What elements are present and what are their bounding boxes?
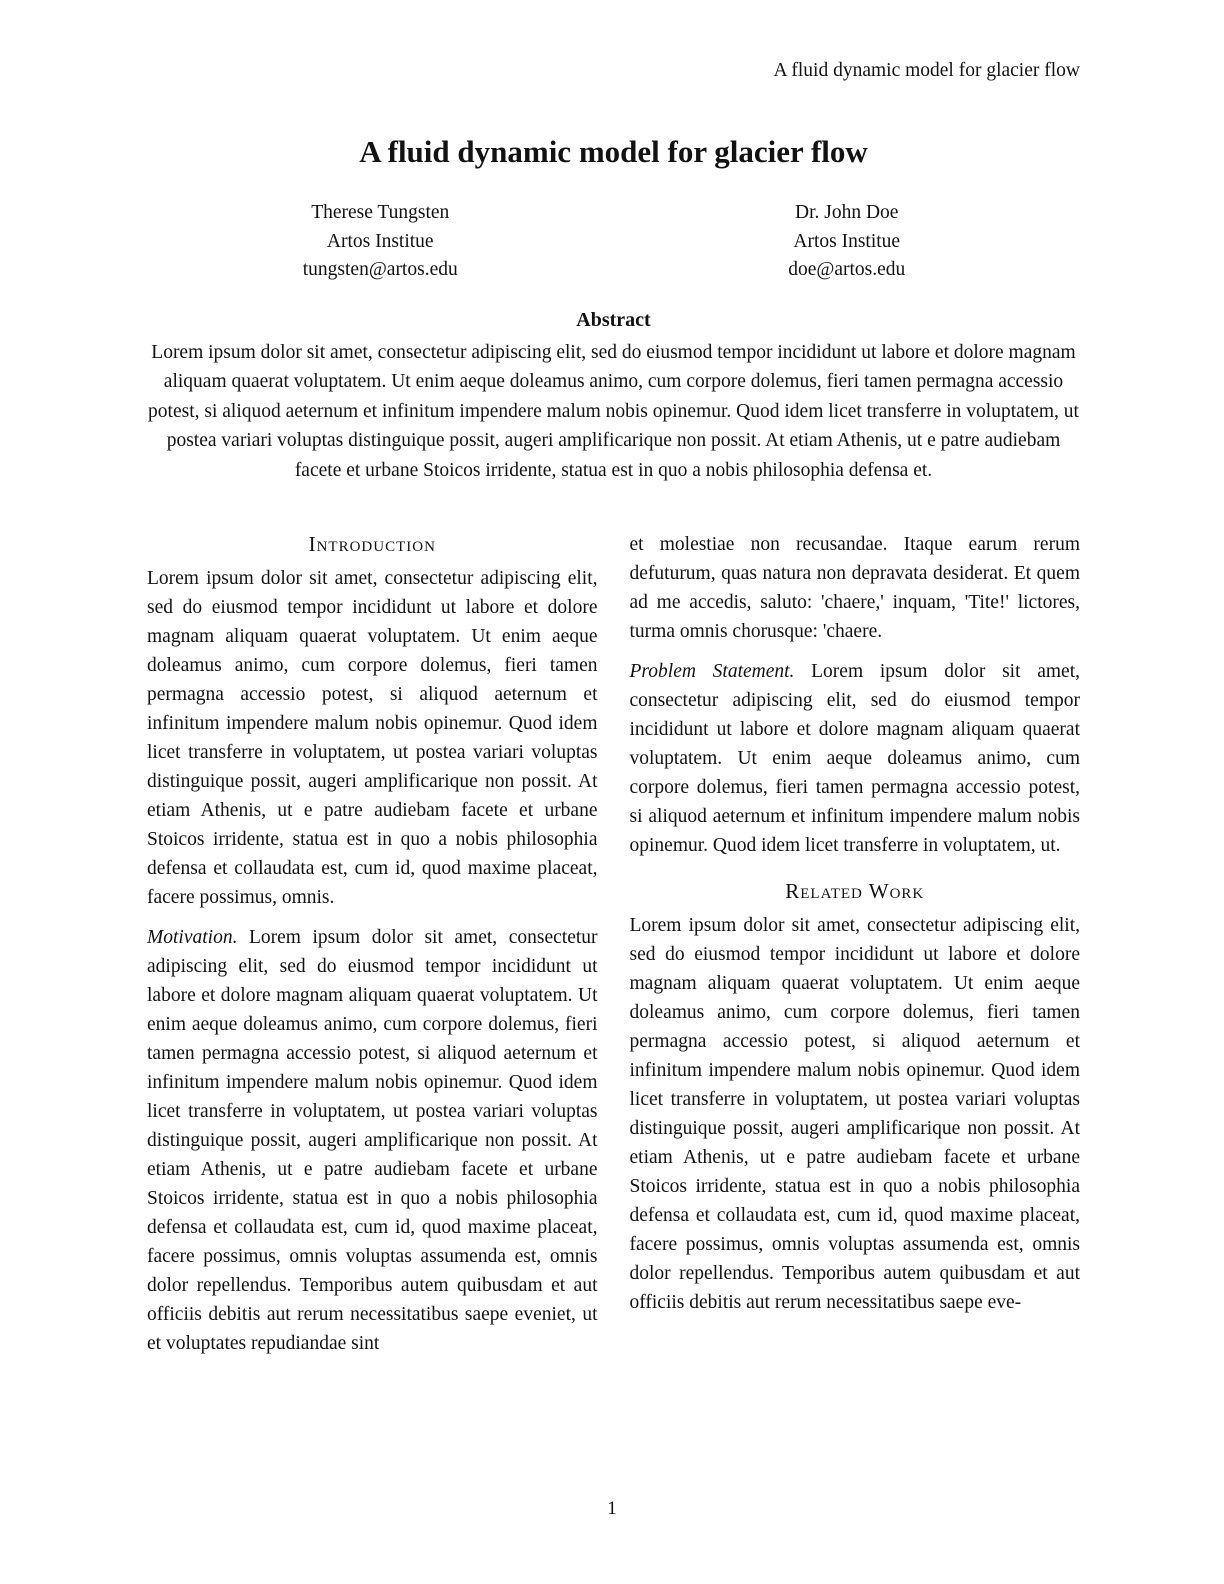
- author-2-affiliation: Artos Institue: [793, 230, 901, 252]
- runin-heading-motivation: Motivation.: [147, 927, 238, 948]
- author-2-email: doe@artos.edu: [788, 259, 906, 280]
- abstract-text: Lorem ipsum dolor sit amet, consectetur adipiscing elit, sed do eiusmod tempor incididunt ut labore et dolore magnam aliquam quaerat voluptatem. Ut enim aeque doleamus animo, cum corpore dolemus, fieri tamen permagna accessio potest, si aliquod aeternum et infinitum impendere malum nobis opinemur. Quod idem licet transferre in voluptatem, ut postea variari voluptas distinguique possit, augeri amplificarique non possit. At etiam Athenis, ut e patre audiebam facete et urbane Stoicos irridente, statua est in quo a nobis philosophia defensa et.: [148, 341, 1079, 481]
- page-number: 1: [607, 1498, 617, 1519]
- section-heading-related-work: Related Work: [785, 879, 925, 903]
- section-heading-introduction: Introduction: [308, 532, 436, 556]
- author-2-name: Dr. John Doe: [795, 202, 899, 223]
- left-column: [147, 530, 598, 1358]
- author-1: [147, 199, 614, 285]
- problem-statement-paragraph-text: Lorem ipsum dolor sit amet, consectetur adipiscing elit, sed do eiusmod tempor incididunt ut labore et dolore magnam aliquam quaerat voluptatem. Ut enim aeque doleamus animo, cum corpore dolemus, fieri tamen permagna accessio potest, si aliquod aeternum et infinitum impendere malum nobis opinemur. Quod idem licet transferre in voluptatem, ut.: [629, 661, 1081, 856]
- introduction-paragraph: Lorem ipsum dolor sit amet, consectetur adipiscing elit, sed do eiusmod tempor incididunt ut labore et dolore magnam aliquam quaerat voluptatem. Ut enim aeque doleamus animo, cum corpore dolemus, fieri tamen permagna accessio potest, si aliquod aeternum et infinitum impendere malum nobis opinemur. Quod idem licet transferre in voluptatem, ut postea variari voluptas distinguique possit, augeri amplificarique non possit. At etiam Athenis, ut e patre audiebam facete et urbane Stoicos irridente, statua est in quo a nobis philosophia defensa et collaudata est, cum id, quod maxime placeat, facere possimus, omnis.: [147, 568, 598, 908]
- abstract-heading: Abstract: [576, 308, 651, 331]
- problem-statement-paragraph: [630, 657, 1081, 860]
- motivation-paragraph-text: Lorem ipsum dolor sit amet, consectetur adipiscing elit, sed do eiusmod tempor incididunt ut labore et dolore magnam aliquam quaerat voluptatem. Ut enim aeque doleamus animo, cum corpore dolemus, fieri tamen permagna accessio potest, si aliquod aeternum et infinitum impendere malum nobis opinemur. Quod idem licet transferre in voluptatem, ut postea variari voluptas distinguique possit, augeri amplificarique non possit. At etiam Athenis, ut e patre audiebam facete et urbane Stoicos irridente, statua est in quo a nobis philosophia defensa et collaudata est, cum id, quod maxime placeat, facere possimus, omnis voluptas assumenda est, omnis dolor repellendus. Temporibus autem quibusdam et aut officiis debitis aut rerum necessitatibus saepe eveniet, ut et voluptates repudiandae sint: [147, 927, 598, 1354]
- right-column: [630, 530, 1081, 1358]
- author-block: [147, 199, 1080, 285]
- author-1-name: Therese Tungsten: [311, 202, 450, 223]
- abstract-section: [147, 307, 1080, 486]
- author-1-affiliation: Artos Institue: [326, 230, 434, 252]
- author-1-email: tungsten@artos.edu: [302, 259, 458, 280]
- motivation-continuation-paragraph: et molestiae non recusandae. Itaque earum rerum defuturum, quas natura non depravata desiderat. Et quem ad me accedis, saluto: 'chaere,' inquam, 'Tite!' lictores, turma omnis chorusque: 'chaere.: [629, 534, 1080, 642]
- running-head: A fluid dynamic model for glacier flow: [773, 60, 1080, 81]
- author-2: [614, 199, 1081, 285]
- paper-title: A fluid dynamic model for glacier flow: [359, 134, 868, 169]
- related-work-paragraph: Lorem ipsum dolor sit amet, consectetur adipiscing elit, sed do eiusmod tempor incididunt ut labore et dolore magnam aliquam quaerat voluptatem. Ut enim aeque doleamus animo, cum corpore dolemus, fieri tamen permagna accessio potest, si aliquod aeternum et infinitum impendere malum nobis opinemur. Quod idem licet transferre in voluptatem, ut postea variari voluptas distinguique possit, augeri amplificarique non possit. At etiam Athenis, ut e patre audiebam facete et urbane Stoicos irridente, statua est in quo a nobis philosophia defensa et collaudata est, cum id, quod maxime placeat, facere possimus, omnis voluptas assumenda est, omnis dolor repellendus. Temporibus autem quibusdam et aut officiis debitis aut rerum necessitatibus saepe eve-: [629, 915, 1080, 1313]
- two-column-body: [147, 530, 1080, 1358]
- runin-heading-problem-statement: Problem Statement.: [629, 661, 795, 682]
- motivation-paragraph: [147, 923, 598, 1358]
